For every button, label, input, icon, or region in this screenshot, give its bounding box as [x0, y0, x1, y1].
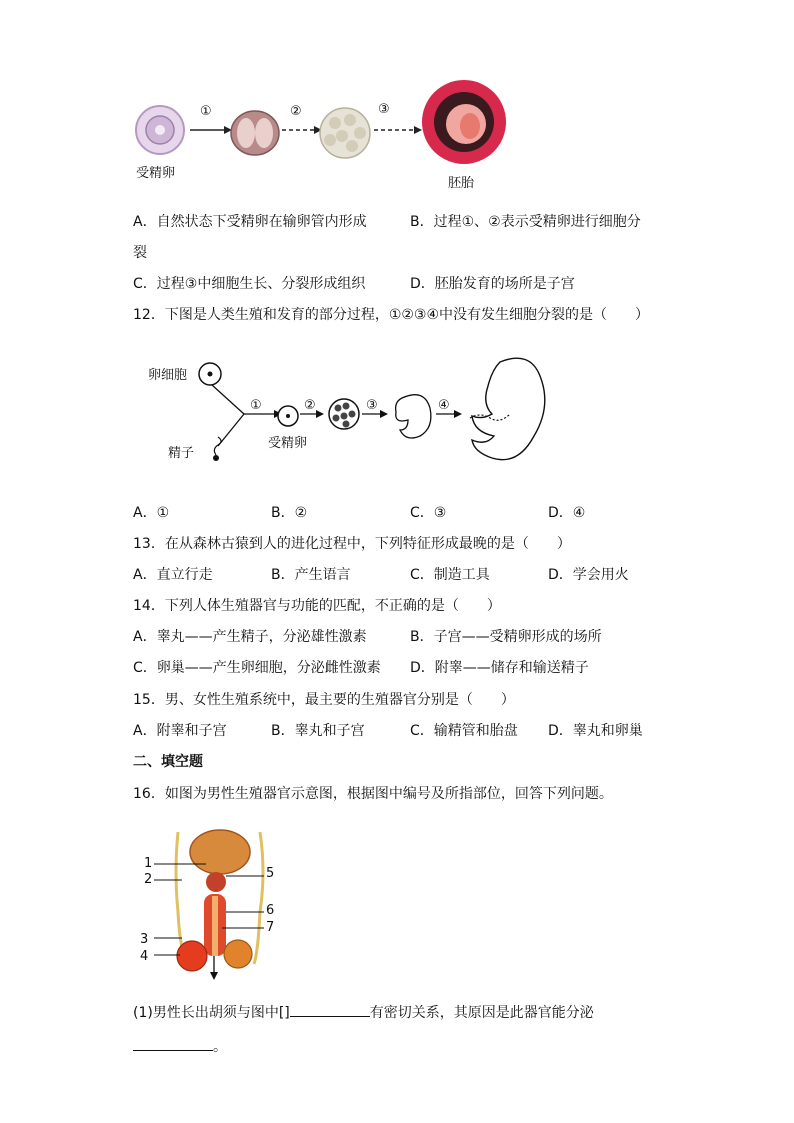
q15-option-a: A．附睾和子宫 — [133, 723, 227, 739]
q14-option-a: A．睾丸——产生精子，分泌雄性激素 — [133, 629, 367, 645]
q16-blank-1[interactable] — [290, 1002, 370, 1017]
fig-label-1: 1 — [144, 856, 153, 871]
human-reproduction-figure — [140, 348, 570, 478]
sperm-cell — [213, 455, 219, 461]
q12-option-c: C．③ — [410, 505, 447, 521]
q11-option-a: A．自然状态下受精卵在输卵管内形成 — [133, 214, 367, 230]
q14-option-b: B．子宫——受精卵形成的场所 — [410, 629, 602, 645]
fetus-shape — [472, 358, 545, 459]
q15-option-b: B．睾丸和子宫 — [271, 723, 365, 739]
q13-stem: 13．在从森林古猿到人的进化过程中，下列特征形成最晚的是（ ） — [133, 536, 571, 552]
q15-option-d: D．睾丸和卵巢 — [548, 723, 643, 739]
embryo-shape — [396, 395, 431, 438]
right-testis — [224, 940, 252, 968]
q11-option-b: B．过程①、②表示受精卵进行细胞分 — [410, 214, 641, 230]
q13-option-a: A．直立行走 — [133, 567, 213, 583]
q16-blank-2[interactable] — [133, 1036, 213, 1051]
q13-option-c: C．制造工具 — [410, 567, 490, 583]
q16-sub1-end: 。 — [213, 1039, 227, 1055]
q15-stem: 15．男、女性生殖系统中，最主要的生殖器官分别是（ ） — [133, 692, 515, 708]
fig-label-6: 6 — [266, 903, 275, 918]
q12-option-b: B．② — [271, 505, 308, 521]
step-2-label: ② — [290, 104, 302, 119]
left-testis — [177, 941, 207, 971]
zygote-label: 受精卵 — [136, 166, 176, 181]
prostate — [206, 872, 226, 892]
q13-option-b: B．产生语言 — [271, 567, 351, 583]
fig-label-3: 3 — [140, 932, 149, 947]
male-reproductive-figure — [140, 824, 290, 984]
step-3-label: ③ — [378, 102, 390, 117]
zygote-label-2: 受精卵 — [268, 436, 308, 451]
q11-option-d: D．胚胎发育的场所是子宫 — [410, 276, 575, 292]
q14-option-d: D．附睾——储存和输送精子 — [410, 660, 589, 676]
q16-sub1-part2: 有密切关系，其原因是此器官能分泌 — [369, 1005, 594, 1021]
embryo-development-figure — [120, 78, 540, 198]
human-reproduction-svg — [140, 348, 570, 478]
q16-sub1-part1: (1)男性长出胡须与图中[] — [133, 1005, 290, 1021]
step-label-3: ③ — [366, 398, 378, 413]
embryo-development-svg — [120, 78, 540, 198]
section-title: 二、填空题 — [133, 754, 203, 770]
sperm-label: 精子 — [168, 446, 195, 461]
q14-option-c: C．卵巢——产生卵细胞，分泌雌性激素 — [133, 660, 381, 676]
egg-label: 卵细胞 — [148, 368, 188, 383]
q12-stem: 12．下图是人类生殖和发育的部分过程，①②③④中没有发生细胞分裂的是（ ） — [133, 307, 650, 323]
step-label-2: ② — [304, 398, 316, 413]
q11-option-b-cont: 裂 — [133, 245, 147, 261]
q15-option-c: C．输精管和胎盘 — [410, 723, 518, 739]
bladder — [190, 830, 250, 874]
embryo-label: 胚胎 — [448, 176, 475, 191]
step-label-4: ④ — [438, 398, 450, 413]
q12-option-d: D．④ — [548, 505, 586, 521]
q11-option-c: C．过程③中细胞生长、分裂形成组织 — [133, 276, 366, 292]
q16-sub1-line2 — [133, 1036, 227, 1057]
q13-option-d: D．学会用火 — [548, 567, 629, 583]
step-label-1: ① — [250, 398, 262, 413]
step-1-label: ① — [200, 104, 212, 119]
q16-stem: 16．如图为男性生殖器官示意图，根据图中编号及所指部位，回答下列问题。 — [133, 786, 613, 802]
q16-sub1-line1 — [133, 1002, 594, 1023]
fig-label-5: 5 — [266, 866, 275, 881]
fig-label-7: 7 — [266, 920, 275, 935]
fig-label-2: 2 — [144, 872, 153, 887]
q14-stem: 14．下列人体生殖器官与功能的匹配，不正确的是（ ） — [133, 598, 501, 614]
q12-option-a: A．① — [133, 505, 170, 521]
fig-label-4: 4 — [140, 949, 149, 964]
